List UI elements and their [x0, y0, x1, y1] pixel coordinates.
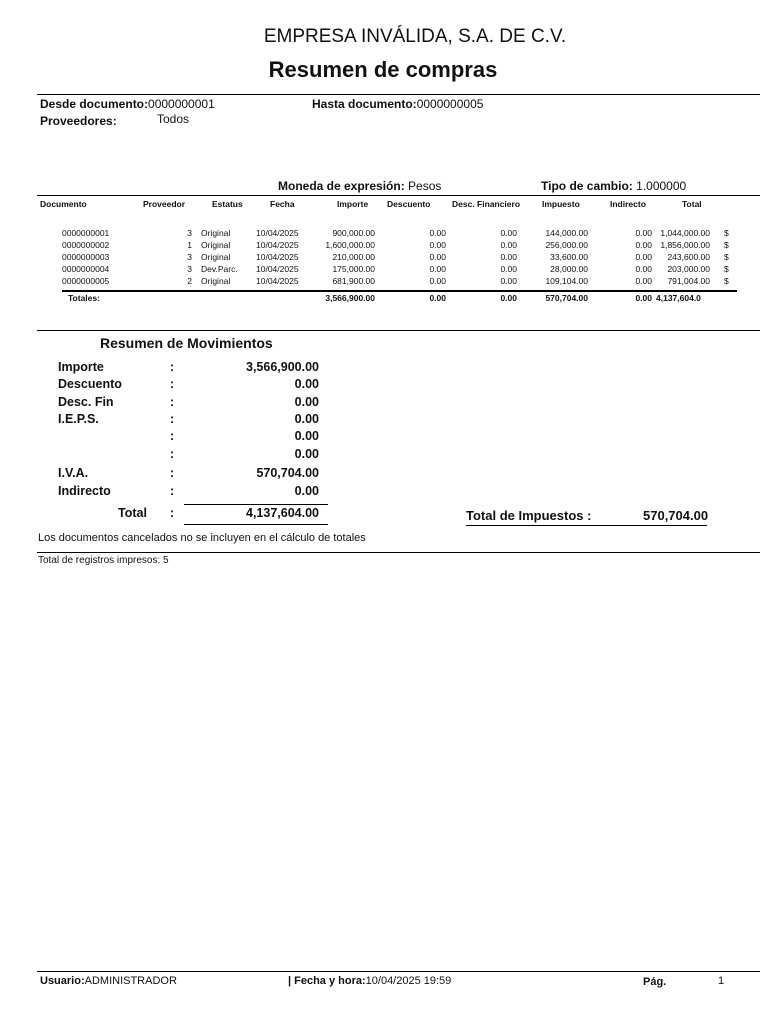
total-value: 4,137,604.00	[246, 506, 319, 520]
cell-desc-fin: 0.00	[500, 228, 517, 238]
cell-total: 791,004.00	[667, 276, 710, 286]
fecha-value: 10/04/2025 19:59	[365, 975, 452, 987]
movimiento-value: 0.00	[294, 484, 319, 498]
totals-row	[0, 293, 768, 305]
movimiento-row	[0, 412, 768, 430]
movimiento-label: I.E.P.S.	[58, 412, 99, 426]
cell-documento: 0000000004	[62, 264, 110, 274]
cell-descuento: 0.00	[429, 240, 446, 250]
movimiento-sep: :	[170, 466, 175, 480]
footer-fecha	[288, 975, 451, 987]
company-name: EMPRESA INVÁLIDA, S.A. DE C.V.	[263, 26, 567, 47]
cell-estatus: Original	[201, 228, 231, 238]
section-divider	[37, 330, 760, 331]
movimiento-sep: :	[170, 429, 175, 443]
desde-label: Desde documento:	[40, 97, 149, 111]
cell-desc-fin: 0.00	[500, 240, 517, 250]
movimiento-row	[0, 429, 768, 447]
movimiento-label: I.V.A.	[58, 466, 89, 480]
cell-estatus: Dev.Parc.	[201, 264, 238, 274]
cancelados-note: Los documentos cancelados no se incluyen en el cálculo de totales	[38, 532, 366, 544]
cell-proveedor: 3	[187, 252, 192, 262]
cell-impuesto: 144,000.00	[545, 228, 588, 238]
total-impuestos-value: 570,704.00	[643, 508, 709, 523]
cell-proveedor: 2	[187, 276, 192, 286]
cell-total: 203,000.00	[667, 264, 710, 274]
col-total: Total	[682, 199, 702, 209]
proveedores-label: Proveedores:	[40, 114, 117, 128]
cell-importe: 175,000.00	[332, 264, 375, 274]
movimientos-title: Resumen de Movimientos	[100, 335, 273, 351]
cell-desc-fin: 0.00	[500, 276, 517, 286]
movimiento-value: 3,566,900.00	[246, 360, 319, 374]
movimiento-sep: :	[170, 447, 175, 461]
moneda-expresion	[278, 179, 441, 193]
cell-estatus: Original	[201, 252, 231, 262]
movimiento-value: 0.00	[294, 395, 319, 409]
proveedores-value: Todos	[157, 112, 190, 126]
pag-value: 1	[718, 975, 725, 987]
movimiento-sep: :	[170, 377, 175, 391]
cell-documento: 0000000005	[62, 276, 110, 286]
movimiento-sep: :	[170, 412, 175, 426]
desde-value: 0000000001	[148, 97, 215, 111]
col-fecha: Fecha	[270, 199, 295, 209]
cell-importe: 681,900.00	[332, 276, 375, 286]
movimiento-row	[0, 447, 768, 465]
movimiento-sep: :	[170, 484, 175, 498]
cell-fecha: 10/04/2025	[256, 276, 299, 286]
movimiento-value: 570,704.00	[256, 466, 319, 480]
movimiento-row	[0, 466, 768, 484]
moneda-value: Pesos	[408, 179, 442, 193]
cell-moneda: $	[724, 240, 729, 250]
col-documento: Documento	[40, 199, 87, 209]
moneda-label: Moneda de expresión:	[278, 179, 405, 193]
total-impuestos-label: Total de Impuestos :	[466, 508, 592, 523]
cell-indirecto: 0.00	[635, 264, 652, 274]
totals-total: 4,137,604.0	[656, 293, 701, 303]
cell-descuento: 0.00	[429, 276, 446, 286]
cell-total: 1,044,000.00	[660, 228, 710, 238]
impuestos-underline	[466, 525, 707, 526]
movimiento-label: Importe	[58, 360, 104, 374]
cell-indirecto: 0.00	[635, 228, 652, 238]
col-estatus: Estatus	[212, 199, 243, 209]
col-indirecto: Indirecto	[610, 199, 646, 209]
header-divider	[37, 94, 760, 95]
total-sep: :	[170, 506, 175, 520]
cell-proveedor: 1	[187, 240, 192, 250]
total-top-line	[184, 504, 328, 505]
tipo-value: 1.000000	[636, 179, 687, 193]
fecha-label: | Fecha y hora:	[288, 975, 366, 987]
usuario-label: Usuario:	[40, 975, 85, 987]
cell-estatus: Original	[201, 276, 231, 286]
col-desc-financiero: Desc. Financiero	[452, 199, 521, 209]
movimiento-sep: :	[170, 360, 175, 374]
col-importe: Importe	[337, 199, 369, 209]
cell-descuento: 0.00	[429, 264, 446, 274]
totals-impuesto: 570,704.00	[545, 293, 588, 303]
usuario-value: ADMINISTRADOR	[84, 975, 177, 987]
movimiento-value: 0.00	[294, 447, 319, 461]
cell-impuesto: 109,104.00	[545, 276, 588, 286]
totals-divider	[62, 290, 737, 292]
footer-usuario	[40, 975, 177, 987]
registros-note: Total de registros impresos: 5	[38, 555, 169, 566]
col-impuesto: Impuesto	[542, 199, 580, 209]
cell-fecha: 10/04/2025	[256, 264, 299, 274]
totals-indirecto: 0.00	[635, 293, 652, 303]
cell-impuesto: 256,000.00	[545, 240, 588, 250]
cell-total: 243,600.00	[667, 252, 710, 262]
cell-impuesto: 28,000.00	[550, 264, 588, 274]
cell-fecha: 10/04/2025	[256, 228, 299, 238]
pag-label: Pág.	[643, 976, 667, 988]
cell-proveedor: 3	[187, 228, 192, 238]
tipo-label: Tipo de cambio:	[541, 179, 633, 193]
cell-total: 1,856,000.00	[660, 240, 710, 250]
movimiento-label: Descuento	[58, 377, 122, 391]
cell-descuento: 0.00	[429, 228, 446, 238]
totals-importe: 3,566,900.00	[325, 293, 375, 303]
cell-moneda: $	[724, 228, 729, 238]
table-top-divider	[37, 195, 760, 196]
tipo-cambio	[541, 179, 686, 193]
movimiento-value: 0.00	[294, 412, 319, 426]
table-row	[0, 240, 768, 252]
totals-label: Totales:	[68, 293, 100, 303]
table-row	[0, 228, 768, 240]
table-row	[0, 276, 768, 288]
hasta-label: Hasta documento:	[312, 97, 417, 111]
movimiento-label: Indirecto	[58, 484, 111, 498]
table-header-row	[0, 199, 768, 211]
col-descuento: Descuento	[387, 199, 431, 209]
movimiento-sep: :	[170, 395, 175, 409]
cell-importe: 900,000.00	[332, 228, 375, 238]
notes-divider	[37, 552, 760, 553]
cell-desc-fin: 0.00	[500, 264, 517, 274]
desde-documento	[40, 97, 215, 111]
cell-desc-fin: 0.00	[500, 252, 517, 262]
footer-divider	[37, 971, 760, 972]
cell-proveedor: 3	[187, 264, 192, 274]
cell-descuento: 0.00	[429, 252, 446, 262]
cell-moneda: $	[724, 252, 729, 262]
col-proveedor: Proveedor	[143, 199, 186, 209]
total-label: Total	[118, 506, 147, 520]
table-row	[0, 264, 768, 276]
total-bottom-line	[184, 524, 328, 525]
cell-estatus: Original	[201, 240, 231, 250]
movimiento-row	[0, 377, 768, 395]
movimiento-value: 0.00	[294, 377, 319, 391]
cell-fecha: 10/04/2025	[256, 240, 299, 250]
cell-indirecto: 0.00	[635, 252, 652, 262]
movimiento-row	[0, 484, 768, 502]
movimiento-label: Desc. Fin	[58, 395, 114, 409]
cell-moneda: $	[724, 264, 729, 274]
cell-documento: 0000000002	[62, 240, 110, 250]
totals-descuento: 0.00	[429, 293, 446, 303]
cell-importe: 210,000.00	[332, 252, 375, 262]
cell-moneda: $	[724, 276, 729, 286]
cell-fecha: 10/04/2025	[256, 252, 299, 262]
cell-indirecto: 0.00	[635, 240, 652, 250]
cell-indirecto: 0.00	[635, 276, 652, 286]
totals-desc-fin: 0.00	[500, 293, 517, 303]
cell-documento: 0000000001	[62, 228, 110, 238]
hasta-documento	[312, 97, 483, 111]
cell-documento: 0000000003	[62, 252, 110, 262]
movimiento-row	[0, 360, 768, 378]
table-row	[0, 252, 768, 264]
cell-impuesto: 33,600.00	[550, 252, 588, 262]
movimiento-row	[0, 395, 768, 413]
report-title: Resumen de compras	[268, 57, 498, 82]
movimiento-value: 0.00	[294, 429, 319, 443]
hasta-value: 0000000005	[416, 97, 484, 111]
cell-importe: 1,600,000.00	[325, 240, 375, 250]
